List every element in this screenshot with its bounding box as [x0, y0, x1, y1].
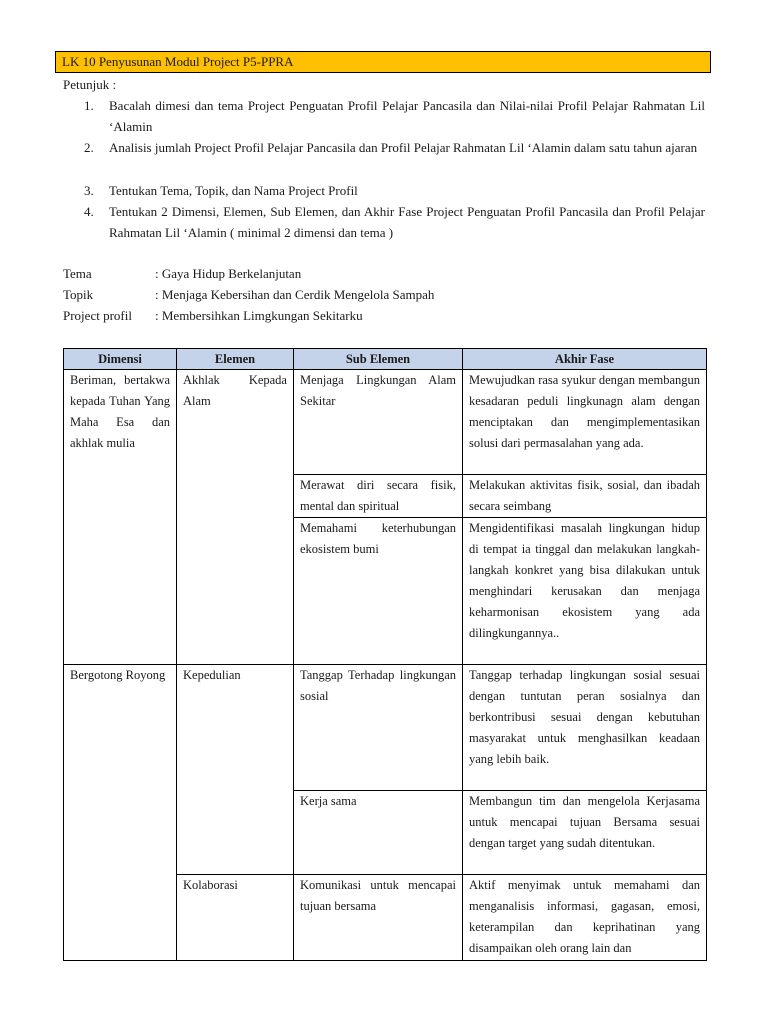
cell-dimensi: Bergotong Royong: [64, 665, 177, 961]
meta-value: : Menjaga Kebersihan dan Cerdik Mengelola Sampah: [155, 287, 435, 302]
cell-sub-elemen: Kerja sama: [294, 791, 463, 875]
list-item: [63, 180, 705, 201]
list-text: Tentukan 2 Dimensi, Elemen, Sub Elemen, dan Akhir Fase Project Penguatan Profil Pancasila dan Profil Pelajar Rahmatan Lil ‘Alamin ( minimal 2 dimensi dan tema ): [109, 204, 705, 240]
meta-value: : Gaya Hidup Berkelanjutan: [155, 266, 302, 281]
header-dimensi: Dimensi: [64, 349, 177, 370]
cell-akhir-fase: Melakukan aktivitas fisik, sosial, dan ibadah secara seimbang: [463, 475, 707, 518]
cell-akhir-fase: Aktif menyimak untuk memahami dan menganalisis informasi, gagasan, emosi, keterampilan dan keprihatinan yang disampaikan oleh orang lain dan: [463, 875, 707, 961]
cell-elemen: Kepedulian: [177, 665, 294, 875]
cell-sub-elemen: Komunikasi untuk mencapai tujuan bersama: [294, 875, 463, 961]
instructions-label: Petunjuk :: [63, 77, 117, 92]
header-akhir-fase: Akhir Fase: [463, 349, 707, 370]
meta-label: Project profil: [63, 308, 132, 323]
list-item: [63, 137, 705, 180]
list-number: 4.: [84, 204, 94, 219]
list-number: 2.: [84, 140, 94, 155]
list-number: 1.: [84, 98, 94, 113]
list-text: Tentukan Tema, Topik, dan Nama Project Profil: [109, 183, 358, 198]
table-header-row: [64, 349, 707, 370]
meta-label: Topik: [63, 287, 94, 302]
cell-elemen: Akhlak Kepada Alam: [177, 370, 294, 665]
list-text: Bacalah dimesi dan tema Project Penguatan Profil Pelajar Pancasila dan Nilai-nilai Profil Pelajar Rahmatan Lil ‘Alamin: [109, 98, 705, 134]
cell-akhir-fase: Mewujudkan rasa syukur dengan membangun kesadaran peduli lingkunagn alam dengan menciptakan dan mengimplementasikan solusi dari permasalahan yang ada.: [463, 370, 707, 475]
list-item: [63, 95, 705, 137]
header-sub-elemen: Sub Elemen: [294, 349, 463, 370]
instructions-list: [63, 95, 705, 243]
cell-akhir-fase: Membangun tim dan mengelola Kerjasama untuk mencapai tujuan Bersama sesuai dengan target yang sudah ditentukan.: [463, 791, 707, 875]
list-text: Analisis jumlah Project Profil Pelajar Pancasila dan Profil Pelajar Rahmatan Lil ‘Alamin dalam satu tahun ajaran: [109, 140, 698, 155]
table-row: [64, 370, 707, 475]
project-meta: [63, 263, 434, 326]
meta-value: : Membersihkan Limgkungan Sekitarku: [155, 308, 363, 323]
meta-project: [63, 305, 434, 326]
document-title: LK 10 Penyusunan Modul Project P5-PPRA: [55, 51, 711, 73]
cell-akhir-fase: Tanggap terhadap lingkungan sosial sesuai dengan tuntutan peran sosialnya dan berkontribusi sesuai dengan kebutuhan masyarakat untuk menghasilkan keadaan yang lebih baik.: [463, 665, 707, 791]
header-elemen: Elemen: [177, 349, 294, 370]
list-number: 3.: [84, 183, 94, 198]
list-item: [63, 201, 705, 243]
cell-dimensi: Beriman, bertakwa kepada Tuhan Yang Maha Esa dan akhlak mulia: [64, 370, 177, 665]
table-row: [64, 665, 707, 791]
cell-sub-elemen: Tanggap Terhadap lingkungan sosial: [294, 665, 463, 791]
cell-akhir-fase: Mengidentifikasi masalah lingkungan hidup di tempat ia tinggal dan melakukan langkah-langkah konkret yang bisa dilakukan untuk menghindari kerusakan dan menjaga keharmonisan ekosistem yang ada dilingkungannya..: [463, 518, 707, 665]
cell-elemen: Kolaborasi: [177, 875, 294, 961]
meta-topik: [63, 284, 434, 305]
dimension-table: [63, 348, 707, 961]
meta-label: Tema: [63, 266, 92, 281]
cell-sub-elemen: Memahami keterhubungan ekosistem bumi: [294, 518, 463, 665]
cell-sub-elemen: Merawat diri secara fisik, mental dan spiritual: [294, 475, 463, 518]
meta-tema: [63, 263, 434, 284]
cell-sub-elemen: Menjaga Lingkungan Alam Sekitar: [294, 370, 463, 475]
